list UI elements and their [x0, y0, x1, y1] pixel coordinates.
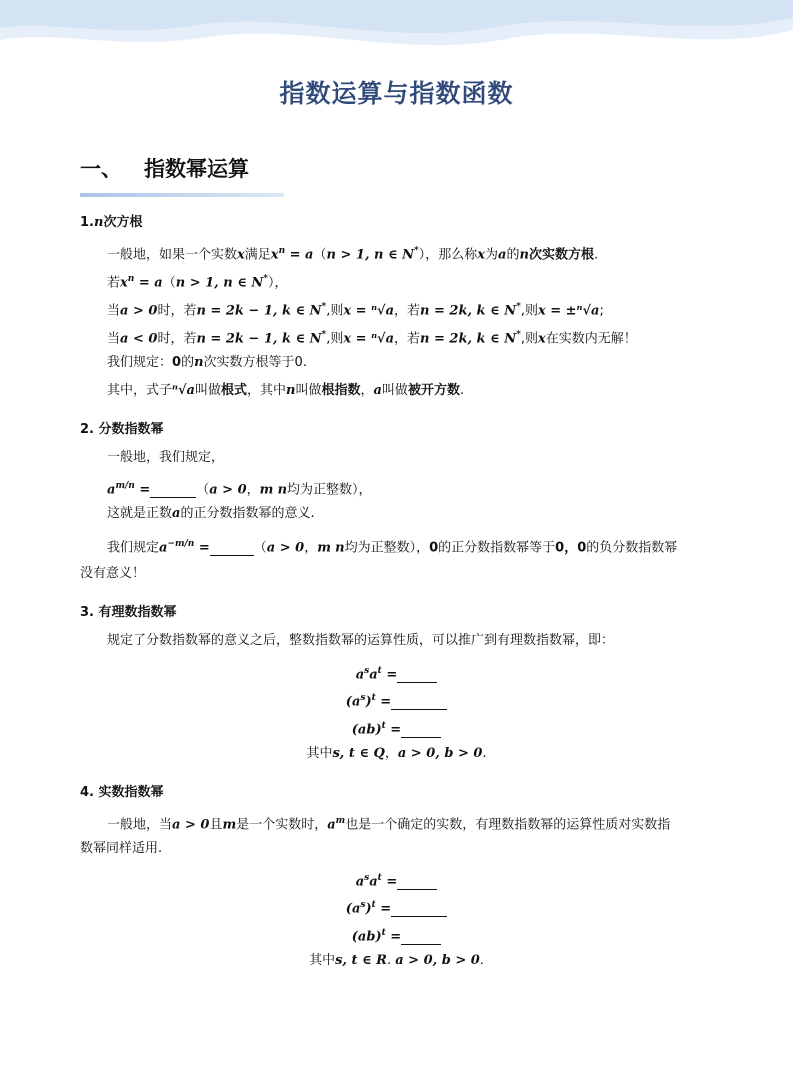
- answer-blank[interactable]: [391, 697, 447, 710]
- s2-line-2: [107, 478, 372, 498]
- text: ，: [304, 540, 318, 556]
- math-eq: = a: [134, 275, 163, 291]
- text: 时，若: [157, 303, 197, 319]
- math-exponent: −m/n: [167, 539, 195, 549]
- text: 是一个实数时，: [236, 817, 328, 833]
- math-ab: (ab): [351, 722, 382, 738]
- text: ,则: [520, 331, 538, 347]
- math-condition: a > 0: [266, 540, 305, 556]
- math-condition: a > 0: [172, 817, 210, 833]
- text: 这就是正数: [107, 506, 173, 521]
- s1-line-5: [107, 355, 307, 371]
- math-a: a: [498, 247, 507, 263]
- math-star: *: [414, 246, 419, 256]
- math-x: x: [537, 331, 546, 347]
- text: 叫做: [194, 383, 221, 398]
- math-condition: s, t ∈ R: [335, 953, 387, 968]
- math-exponent: t: [377, 873, 382, 883]
- text: 其中: [309, 953, 336, 968]
- s2-line-5: 没有意义！: [80, 566, 146, 581]
- math-star: *: [263, 274, 268, 284]
- text: （: [253, 540, 267, 556]
- term-radical: 根式: [220, 383, 247, 398]
- s4-line-1: [107, 813, 670, 833]
- s4-line-2: 数幂同样适用.: [80, 841, 163, 856]
- term-root-index: 根指数: [321, 383, 361, 398]
- s2-line-4: [107, 536, 677, 556]
- text: 时，若: [157, 331, 197, 347]
- math-eq: =: [381, 667, 398, 683]
- math-exponent: t: [381, 928, 386, 938]
- math-root: x = ⁿ√a: [343, 303, 394, 319]
- math-exponent: s: [364, 873, 370, 883]
- math-eq: =: [375, 901, 392, 917]
- math-exponent: m/n: [115, 481, 135, 491]
- text: 在实数内无解！: [545, 331, 637, 347]
- math-condition: s, t ∈ Q: [332, 746, 385, 761]
- document-title: 指数运算与指数函数: [279, 79, 514, 108]
- text: 的正分数指数幂等于: [438, 540, 556, 556]
- math-exponent: t: [371, 900, 376, 910]
- text: 我们规定: [107, 540, 160, 556]
- s1-line-1: [107, 243, 598, 263]
- text: 满足: [244, 247, 271, 263]
- math-condition: n > 1, n ∈ N: [326, 247, 415, 263]
- heading-number: 1.: [80, 215, 94, 230]
- text: （: [313, 247, 327, 263]
- s4-rule-3: [0, 925, 793, 945]
- text: 0: [577, 540, 587, 556]
- math-eq: =: [381, 874, 398, 890]
- text: ,则: [326, 303, 344, 319]
- s3-rule-1: [0, 663, 793, 683]
- math-a: a: [369, 874, 378, 890]
- text: 当: [107, 331, 121, 347]
- text: 一般地，如果一个实数: [107, 247, 238, 263]
- text: ，: [246, 482, 260, 498]
- math-paren: ): [365, 901, 372, 917]
- math-exponent: m: [335, 816, 346, 826]
- math-n: n: [285, 383, 296, 398]
- math-exponent: t: [381, 721, 386, 731]
- math-eq: =: [194, 540, 210, 556]
- math-a: (a: [345, 694, 361, 710]
- text: 次实数方根等于: [203, 355, 295, 370]
- text: 均为正整数），: [287, 482, 372, 498]
- section-title: 指数幂运算: [144, 157, 249, 181]
- subsection-1-heading: [80, 215, 142, 231]
- math-root: x = ⁿ√a: [343, 331, 394, 347]
- answer-blank[interactable]: [401, 725, 441, 738]
- answer-blank[interactable]: [397, 670, 437, 683]
- math-exponent: n: [278, 246, 286, 256]
- term-nth-root: 次实数方根: [528, 247, 594, 263]
- s1-line-2: [107, 271, 287, 291]
- math-exponent: t: [371, 693, 376, 703]
- text: 其中: [306, 746, 333, 761]
- s4-condition: [0, 953, 793, 969]
- s4-rule-2: [0, 897, 793, 917]
- text: ;: [599, 303, 604, 319]
- s1-line-6: [107, 383, 464, 399]
- s2-line-3: [107, 506, 315, 522]
- answer-blank[interactable]: [210, 543, 254, 556]
- text: 当: [107, 303, 121, 319]
- text: 的负分数指数幂: [586, 540, 678, 556]
- text: .: [386, 953, 392, 968]
- text: 的正分数指数幂的意义.: [180, 506, 315, 521]
- text: 0: [429, 540, 439, 556]
- text: .: [593, 247, 599, 263]
- subsection-4-heading: 4. 实数指数幂: [80, 785, 164, 800]
- s3-rule-3: [0, 718, 793, 738]
- text: 叫做: [381, 383, 408, 398]
- s4-rule-1: [0, 870, 793, 890]
- math-exponent: s: [364, 666, 370, 676]
- math-root: x = ±ⁿ√a: [537, 303, 600, 319]
- answer-blank[interactable]: [401, 932, 441, 945]
- text: .: [482, 746, 487, 761]
- subsection-3-heading: 3. 有理数指数幂: [80, 605, 177, 620]
- math-m: m: [317, 540, 331, 556]
- text: 的: [181, 355, 195, 370]
- math-exponent: n: [127, 274, 135, 284]
- math-n: n: [519, 247, 529, 263]
- text: ,则: [520, 303, 538, 319]
- section-underline: [80, 193, 284, 197]
- text: ，: [384, 746, 398, 761]
- math-star: *: [516, 302, 521, 312]
- math-a: a: [172, 506, 181, 521]
- math-x: x: [120, 275, 128, 291]
- section-heading: [80, 153, 249, 183]
- math-eq: =: [375, 694, 392, 710]
- math-even: n = 2k, k ∈ N: [420, 331, 517, 347]
- text: ，若: [394, 303, 421, 319]
- math-condition: a > 0: [209, 482, 247, 498]
- text: 我们规定：: [107, 355, 173, 370]
- text: 的: [506, 247, 520, 263]
- math-x: x: [237, 247, 245, 263]
- math-even: n = 2k, k ∈ N: [420, 303, 517, 319]
- text: 0，: [555, 540, 578, 556]
- s2-line-1: 一般地，我们规定，: [107, 450, 225, 465]
- math-root: ⁿ√a: [172, 383, 195, 398]
- section-number: 一、: [80, 157, 122, 181]
- math-a: a: [373, 383, 382, 398]
- math-condition: a > 0: [120, 303, 158, 319]
- math-star: *: [321, 330, 327, 340]
- math-a: a: [159, 540, 168, 556]
- text: 且: [209, 817, 223, 833]
- text: 也是一个确定的实数，有理数指数幂的运算性质对实数指: [345, 817, 671, 833]
- math-eq: =: [385, 722, 402, 738]
- text: （: [196, 482, 210, 498]
- text: ），: [267, 275, 288, 291]
- header-wave-decoration: [0, 0, 793, 60]
- math-a: (a: [345, 901, 361, 917]
- math-m: m: [259, 482, 274, 498]
- math-a: a: [369, 667, 378, 683]
- math-n: n: [277, 482, 288, 498]
- math-star: *: [321, 302, 327, 312]
- s1-line-4: [107, 327, 637, 347]
- math-eq: = a: [285, 247, 314, 263]
- text: ，若: [394, 331, 421, 347]
- text: 为: [485, 247, 499, 263]
- text: 其中，式子: [107, 383, 173, 398]
- text: .: [459, 383, 465, 398]
- text: 一般地，当: [107, 817, 173, 833]
- text: ,则: [326, 331, 344, 347]
- answer-blank[interactable]: [150, 485, 196, 498]
- math-exponent: t: [377, 666, 382, 676]
- math-odd: n = 2k − 1, k ∈ N: [196, 303, 322, 319]
- s3-rule-2: [0, 690, 793, 710]
- math-exponent: s: [360, 900, 366, 910]
- math-n: n: [93, 215, 104, 230]
- s1-line-3: [107, 299, 604, 319]
- math-a: a: [355, 874, 365, 890]
- math-a: a: [107, 482, 116, 498]
- term-radicand: 被开方数: [407, 383, 460, 398]
- s3-condition: [0, 746, 793, 762]
- math-x: x: [477, 247, 486, 263]
- answer-blank[interactable]: [397, 877, 437, 890]
- math-odd: n = 2k − 1, k ∈ N: [196, 331, 322, 347]
- math-paren: ): [365, 694, 372, 710]
- text: ），那么称: [418, 247, 478, 263]
- math-star: *: [516, 330, 521, 340]
- text: 叫做: [295, 383, 322, 398]
- math-a: a: [327, 817, 336, 833]
- math-eq: =: [134, 482, 151, 498]
- heading-text: 次方根: [103, 215, 143, 230]
- text: .: [479, 953, 484, 968]
- subsection-2-heading: 2. 分数指数幂: [80, 422, 164, 437]
- math-eq: =: [385, 929, 402, 945]
- text: 均为正整数），: [344, 540, 430, 556]
- math-condition: a > 0, b > 0: [397, 746, 483, 761]
- math-n: n: [194, 355, 204, 370]
- text: （: [162, 275, 176, 291]
- s3-line-1: 规定了分数指数幂的意义之后，整数指数幂的运算性质，可以推广到有理数指数幂，即：: [107, 633, 615, 648]
- math-x: x: [270, 247, 279, 263]
- math-ab: (ab): [351, 929, 382, 945]
- text: ，其中: [246, 383, 286, 398]
- math-a: a: [355, 667, 365, 683]
- text: 若: [107, 275, 121, 291]
- math-condition: a > 0, b > 0: [395, 953, 480, 968]
- answer-blank[interactable]: [391, 904, 447, 917]
- math-condition: a < 0: [120, 331, 158, 347]
- math-n: n: [335, 540, 345, 556]
- math-exponent: s: [360, 693, 366, 703]
- text: 0: [172, 355, 182, 370]
- math-m: m: [222, 817, 237, 833]
- text: 0.: [294, 355, 307, 370]
- math-condition: n > 1, n ∈ N: [175, 275, 264, 291]
- text: ，: [360, 383, 374, 398]
